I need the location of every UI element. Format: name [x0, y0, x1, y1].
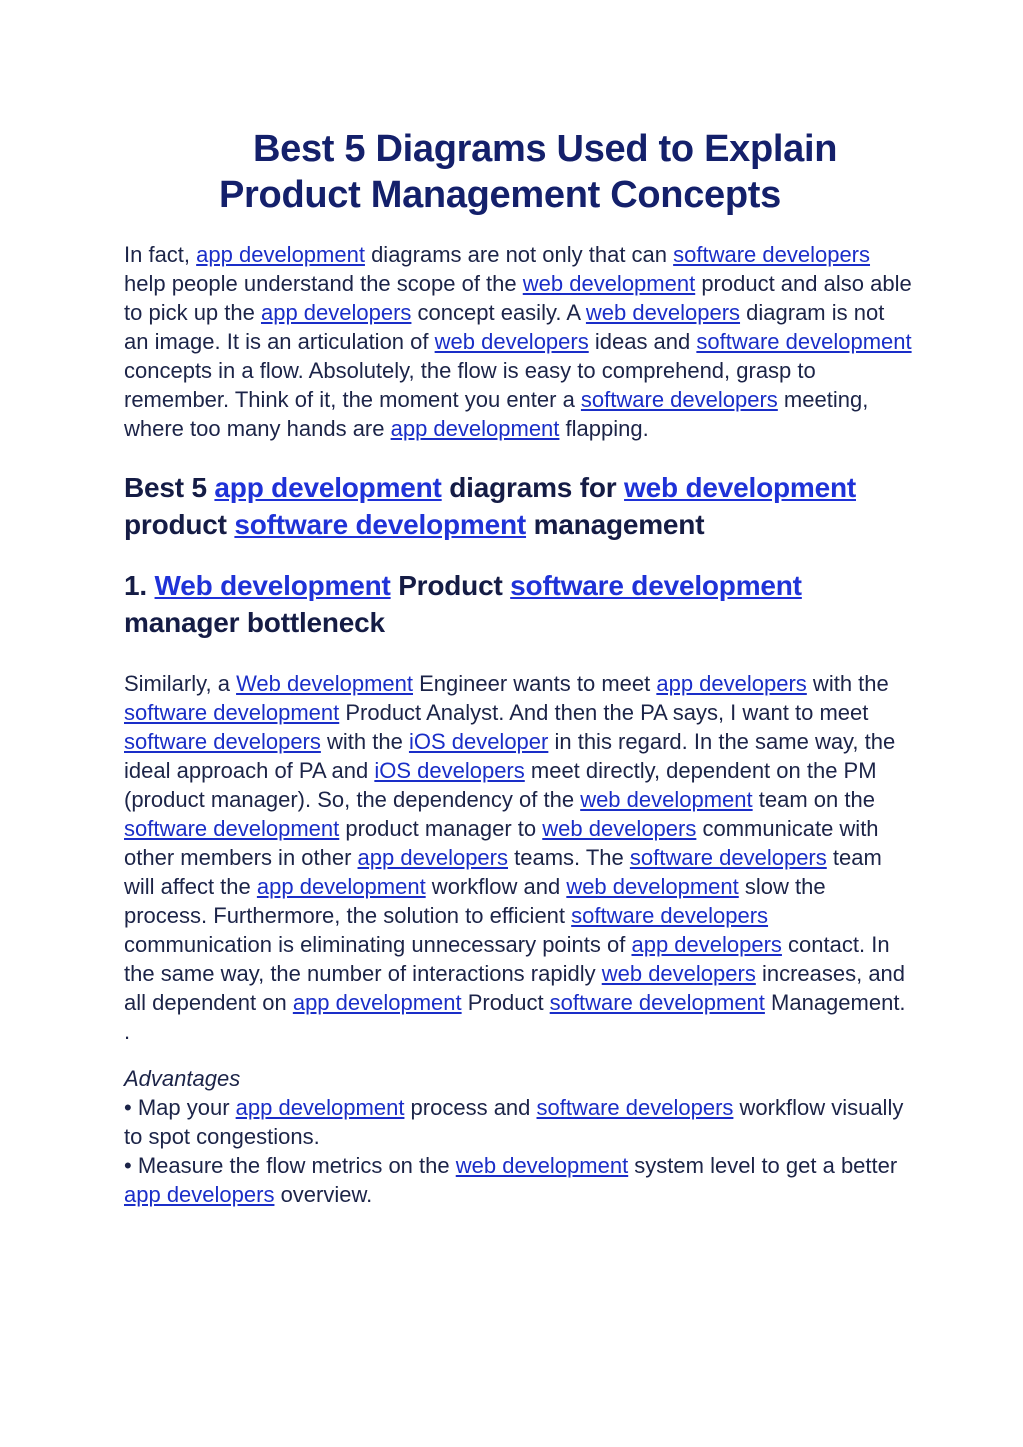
inline-link[interactable]: software developers: [580, 387, 778, 412]
inline-link[interactable]: software development: [510, 570, 802, 601]
text-run: In fact,: [124, 242, 197, 267]
text-run: help people understand the scope of the: [124, 271, 523, 296]
advantages-list: [124, 1093, 914, 1209]
text-run: diagram is not an image. It is an articulation of: [124, 300, 885, 354]
text-run: product manager to: [339, 816, 543, 841]
inline-link[interactable]: app development: [292, 990, 462, 1015]
text-run: Best 5: [124, 472, 215, 503]
text-run: Management.: [764, 990, 906, 1015]
inline-link[interactable]: web development: [580, 787, 753, 812]
text-run: Similarly, a: [124, 671, 237, 696]
text-run: slow the process. Furthermore, the solution to efficient: [124, 874, 826, 928]
inline-link[interactable]: software developers: [124, 729, 321, 754]
page-title-line-1: Best 5 Diagrams Used to Explain: [253, 128, 838, 170]
inline-link[interactable]: web development: [566, 874, 739, 899]
page-title: [124, 126, 914, 218]
inline-link[interactable]: software development: [124, 816, 340, 841]
inline-link[interactable]: app development: [390, 416, 560, 441]
inline-link[interactable]: web development: [624, 472, 856, 503]
inline-link[interactable]: app development: [196, 242, 365, 267]
advantages-label: Advantages: [124, 1066, 241, 1091]
text-run: .: [124, 1019, 131, 1044]
inline-link[interactable]: web development: [455, 1153, 629, 1178]
inline-link[interactable]: app developers: [656, 671, 807, 696]
inline-link[interactable]: app development: [256, 874, 426, 899]
text-run: Engineer wants to meet: [413, 671, 657, 696]
text-run: teams. The: [508, 845, 630, 870]
inline-link[interactable]: app development: [235, 1095, 405, 1120]
text-run: increases, and all dependent on: [124, 961, 906, 1015]
inline-link[interactable]: software developers: [629, 845, 827, 870]
inline-link[interactable]: software development: [234, 509, 527, 540]
inline-link[interactable]: Web development: [236, 671, 413, 696]
inline-link[interactable]: web development: [522, 271, 696, 296]
inline-link[interactable]: app developers: [124, 1182, 275, 1207]
text-run: Product: [461, 990, 550, 1015]
intro-paragraph: [124, 240, 914, 443]
text-run: workflow and: [425, 874, 567, 899]
text-run: with the: [320, 729, 409, 754]
text-run: Product Analyst. And then the PA says, I want to meet: [339, 700, 869, 725]
text-run: product: [124, 509, 235, 540]
text-run: system level to get a better: [628, 1153, 898, 1178]
text-run: meeting, where too many hands are: [124, 387, 869, 441]
text-run: meet directly, dependent on the PM (product manager). So, the dependency of the: [124, 758, 877, 812]
text-run: diagrams for: [441, 472, 625, 503]
inline-link[interactable]: web developers: [434, 329, 589, 354]
text-run: flapping.: [559, 416, 649, 441]
inline-link[interactable]: app development: [214, 472, 442, 503]
inline-link[interactable]: software developers: [571, 903, 769, 928]
text-run: diagrams are not only that can: [364, 242, 674, 267]
text-run: communicate with other members in other: [124, 816, 879, 870]
inline-link[interactable]: software development: [549, 990, 765, 1015]
text-run: overview.: [274, 1182, 373, 1207]
text-run: management: [526, 509, 705, 540]
inline-link[interactable]: software development: [696, 329, 912, 354]
inline-link[interactable]: software developers: [536, 1095, 734, 1120]
text-run: team on the: [752, 787, 875, 812]
section-heading: [124, 469, 914, 543]
inline-link[interactable]: software development: [124, 700, 340, 725]
text-run: process and: [404, 1095, 537, 1120]
text-run: contact. In the same way, the number of interactions rapidly: [124, 932, 890, 986]
text-run: • Measure the flow metrics on the: [124, 1153, 456, 1178]
text-run: concepts in a flow. Absolutely, the flow is easy to comprehend, grasp to remember. Think of it, the moment you enter a: [124, 358, 816, 412]
inline-link[interactable]: iOS developer: [408, 729, 549, 754]
inline-link[interactable]: web developers: [601, 961, 756, 986]
text-run: concept easily. A: [411, 300, 586, 325]
text-run: team will affect the: [124, 845, 882, 899]
subsection-heading: [124, 567, 914, 641]
text-run: with the: [806, 671, 889, 696]
text-run: workflow visually to spot congestions.: [124, 1095, 904, 1149]
inline-link[interactable]: web developers: [585, 300, 741, 325]
text-run: product and also able to pick up the: [124, 271, 912, 325]
bottleneck-paragraph: [124, 669, 914, 1046]
inline-link[interactable]: software developers: [673, 242, 871, 267]
text-run: communication is eliminating unnecessary points of: [124, 932, 632, 957]
text-run: • Map your: [124, 1095, 236, 1120]
inline-link[interactable]: web developers: [542, 816, 697, 841]
text-run: in this regard. In the same way, the ideal approach of PA and: [124, 729, 896, 783]
inline-link[interactable]: app developers: [260, 300, 412, 325]
text-run: manager bottleneck: [124, 607, 385, 638]
inline-link[interactable]: app developers: [631, 932, 782, 957]
inline-link[interactable]: Web development: [154, 570, 391, 601]
document-content: [124, 126, 914, 1209]
text-run: Product: [390, 570, 511, 601]
text-run: 1.: [124, 570, 155, 601]
inline-link[interactable]: iOS developers: [374, 758, 525, 783]
page-title-line-2: Product Management Concepts: [219, 174, 781, 216]
text-run: ideas and: [588, 329, 697, 354]
inline-link[interactable]: app developers: [357, 845, 508, 870]
